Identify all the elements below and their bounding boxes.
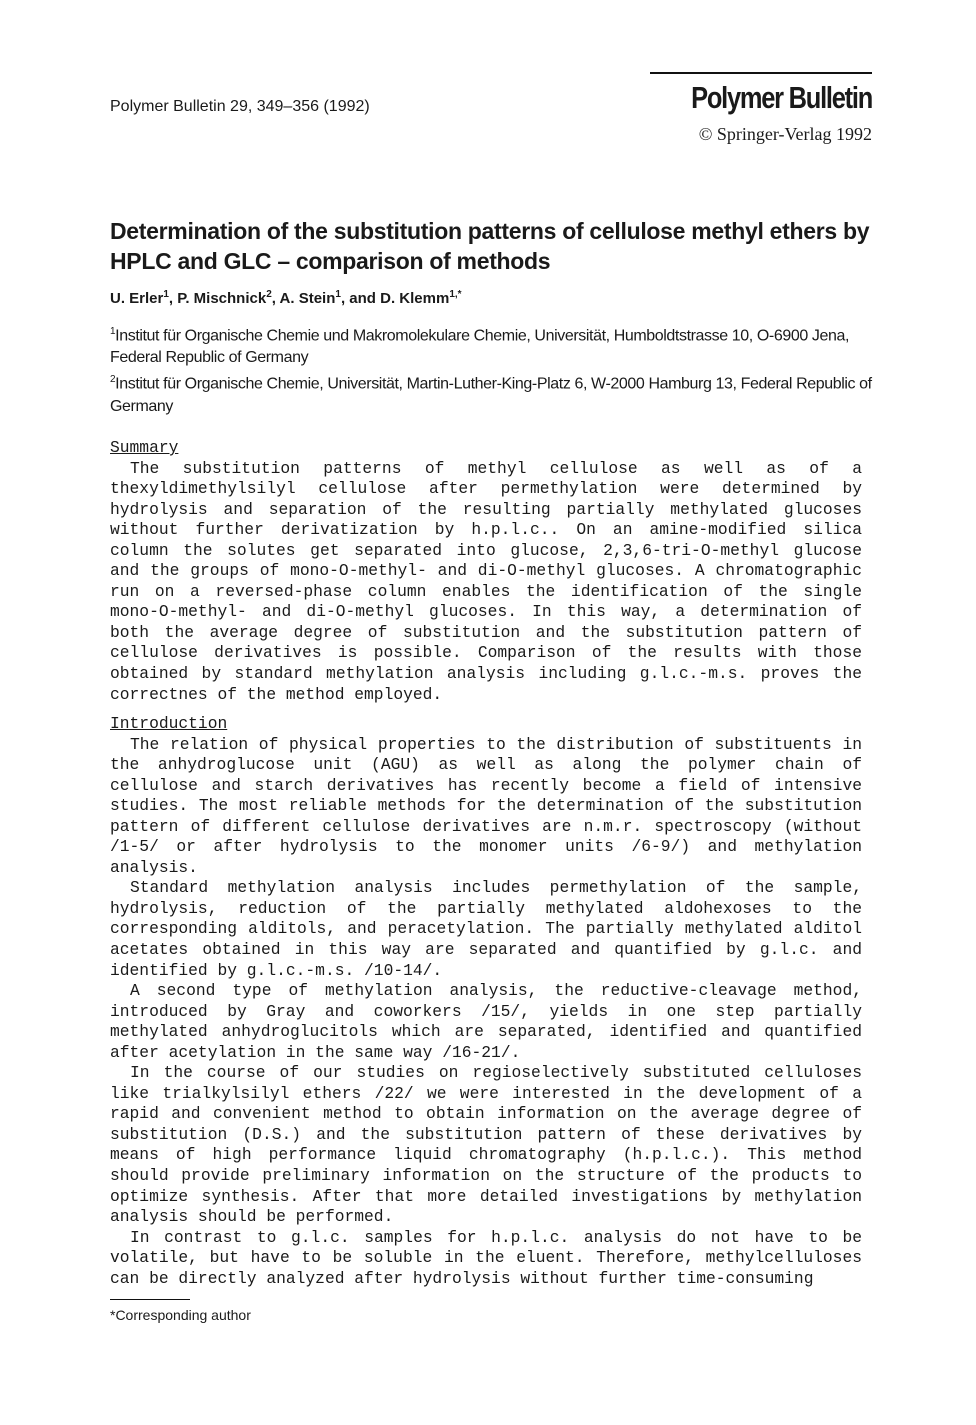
author-separator: , and [340,290,381,307]
copyright-notice: © Springer-Verlag 1992 [698,124,872,144]
affiliation [110,369,880,417]
author-name: P. Mischnick [177,290,267,307]
affiliation-text: Institut für Organische Chemie, Universität, Martin-Luther-King-Platz 6, W-2000 Hamburg 13, Federal Republic of Germany [110,375,872,415]
affiliation-list [110,321,880,418]
introduction-paragraph: The relation of physical properties to the distribution of substituents in the anhydroglucose unit (AGU) as well as along the polymer chain of cellulose and starch derivatives has recently become a field of intensive studies. The most reliable methods for the determination of the substitution pattern of different cellulose derivatives are n.m.r. spectroscopy (without /1-5/ or after hydrolysis to the monomer units /6-9/) and methylation analysis. [110,734,862,877]
footnote-divider [110,1299,190,1300]
journal-citation: Polymer Bulletin 29, 349–356 (1992) [110,98,370,115]
introduction-paragraph: A second type of methylation analysis, the reductive-cleavage method, introduced by Gray and coworkers /15/, yields in one step partially methylated anhydroglucitols which are separated, identified and quantified after acetylation in the same way /16-21/. [110,981,862,1062]
introduction-paragraph: Standard methylation analysis includes permethylation of the sample, hydrolysis, reduction of the partially methylated aldohexoses to the corresponding alditols, and peracetylation. The partially methylated alditol acetates obtained in this way are separated and quantified by g.l.c. and identified by g.l.c.-m.s. /10-14/. [110,878,862,980]
masthead-rule [650,72,872,74]
article-title: Determination of the substitution patterns of cellulose methyl ethers by HPLC and GLC – comparison of methods [110,218,870,274]
affiliation-mark: 2 [110,374,116,386]
author-name: A. Stein [279,290,336,307]
author-list [110,289,462,307]
journal-logo: Polymer Bulletin [691,80,872,115]
summary-paragraph: The substitution patterns of methyl cellulose as well as of a thexyldimethylsilyl cellulose after permethylation were determined by hydrolysis and separation of the resulting partially methylated glucoses without further derivatization by h.p.l.c.. On an amine-modified silica column the solutes get separated into glucose, 2,3,6-tri-O-methyl glucose and the groups of mono-O-methyl- and di-O-methyl glucoses. A chromatographic run on a reversed-phase column enables the identification of the single mono-O-methyl- and di-O-methyl glucoses. In this way, a determination of both the average degree of substitution and the substitution pattern of cellulose derivatives is possible. Comparison of the results with those obtained by standard methylation analysis including g.l.c.-m.s. proves the correctnes of the method employed. [110,458,862,704]
affiliation-text: Institut für Organische Chemie und Makromolekulare Chemie, Universität, Humboldtstrasse 10, O-6900 Jena, Federal Republic of Germany [110,327,850,367]
introduction-heading: Introduction [110,714,228,733]
summary-section [110,438,862,705]
author-name: U. Erler [110,290,164,307]
author-separator: , [168,290,178,307]
footnote: *Corresponding author [110,1307,251,1323]
introduction-paragraph: In the course of our studies on regioselectively substituted celluloses like trialkylsilyl ethers /22/ we were interested in the development of a rapid and convenient method to obtain information on the average degree of substitution (D.S.) and the substitution pattern of these derivatives by means of high performance liquid chromatography (h.p.l.c.). This method should provide preliminary information on the structure of the products to optimize synthesis. After that more detailed investigations by methylation analysis should be performed. [110,1063,862,1227]
summary-heading: Summary [110,438,179,457]
affiliation-mark: 1 [110,326,116,337]
journal-masthead [650,72,872,145]
affiliation [110,321,880,369]
introduction-section [110,714,862,1289]
author-separator: , [271,290,280,307]
author-name: D. Klemm [380,290,450,307]
introduction-paragraph: In contrast to g.l.c. samples for h.p.l.c. analysis do not have to be volatile, but have to be soluble in the eluent. Therefore, methylcelluloses can be directly analyzed after hydrolysis without further time-consuming [110,1227,862,1288]
author-affiliation-mark: 1,* [449,289,462,300]
author-affiliation-mark: 2 [266,289,272,300]
author-affiliation-mark: 1 [163,289,169,300]
author-affiliation-mark: 1 [335,289,341,300]
